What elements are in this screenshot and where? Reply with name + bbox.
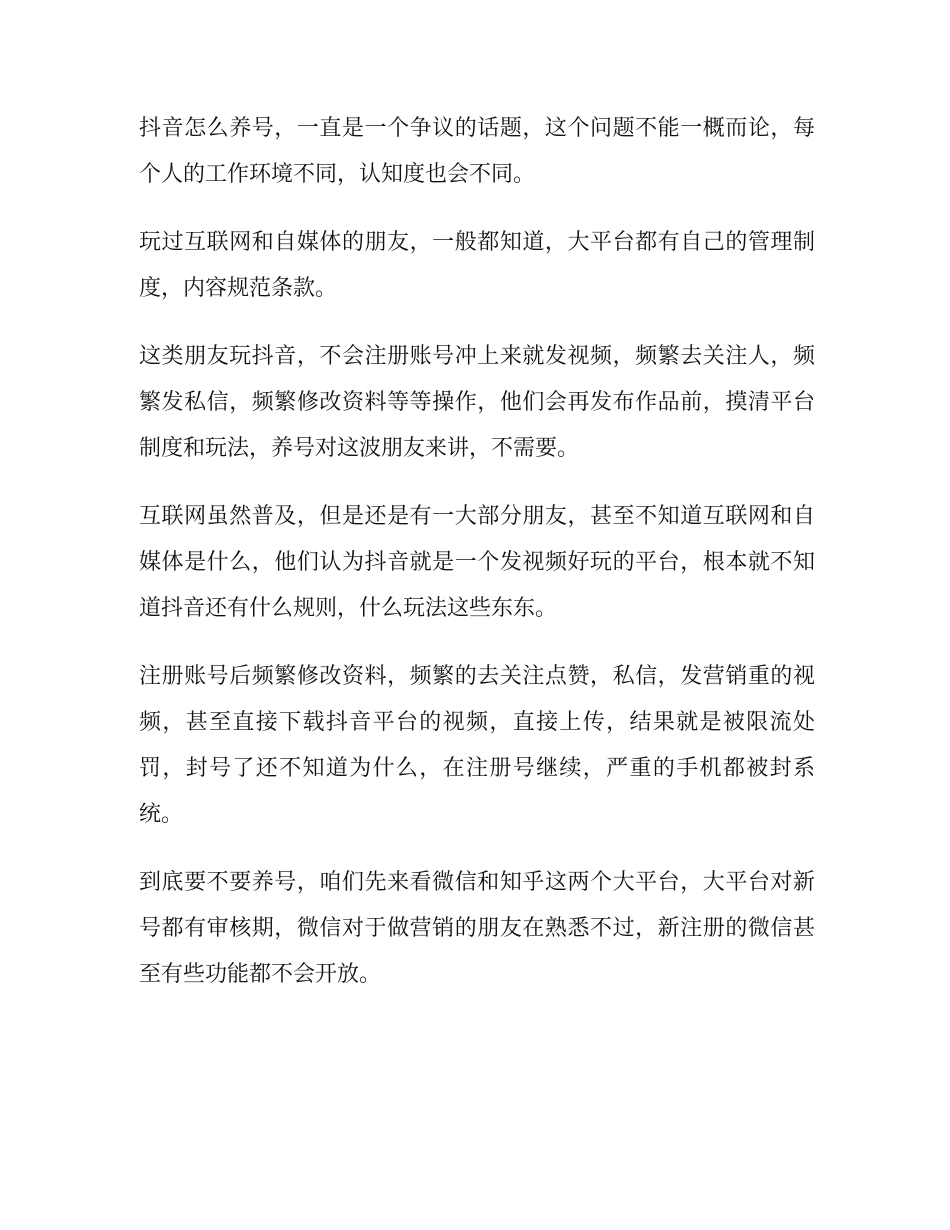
- document-body: [139, 106, 815, 1020]
- paragraph-4: 互联网虽然普及，但是还是有一大部分朋友，甚至不知道互联网和自媒体是什么，他们认为抖音就是一个发视频好玩的平台，根本就不知道抖音还有什么规则，什么玩法这些东东。: [139, 504, 815, 621]
- paragraph-3: 这类朋友玩抖音，不会注册账号冲上来就发视频，频繁去关注人，频繁发私信，频繁修改资料等等操作，他们会再发布作品前，摸清平台制度和玩法，养号对这波朋友来讲，不需要。: [139, 344, 815, 461]
- paragraph-2: 玩过互联网和自媒体的朋友，一般都知道，大平台都有自己的管理制度，内容规范条款。: [139, 230, 815, 301]
- paragraph-6: 到底要不要养号，咱们先来看微信和知乎这两个大平台，大平台对新号都有审核期，微信对于做营销的朋友在熟悉不过，新注册的微信甚至有些功能都不会开放。: [139, 870, 815, 987]
- paragraph-5: 注册账号后频繁修改资料，频繁的去关注点赞，私信，发营销重的视频，甚至直接下载抖音平台的视频，直接上传，结果就是被限流处罚，封号了还不知道为什么，在注册号继续，严重的手机都被封系统。: [139, 664, 815, 827]
- paragraph-1: 抖音怎么养号，一直是一个争议的话题，这个问题不能一概而论，每个人的工作环境不同，认知度也会不同。: [139, 116, 815, 187]
